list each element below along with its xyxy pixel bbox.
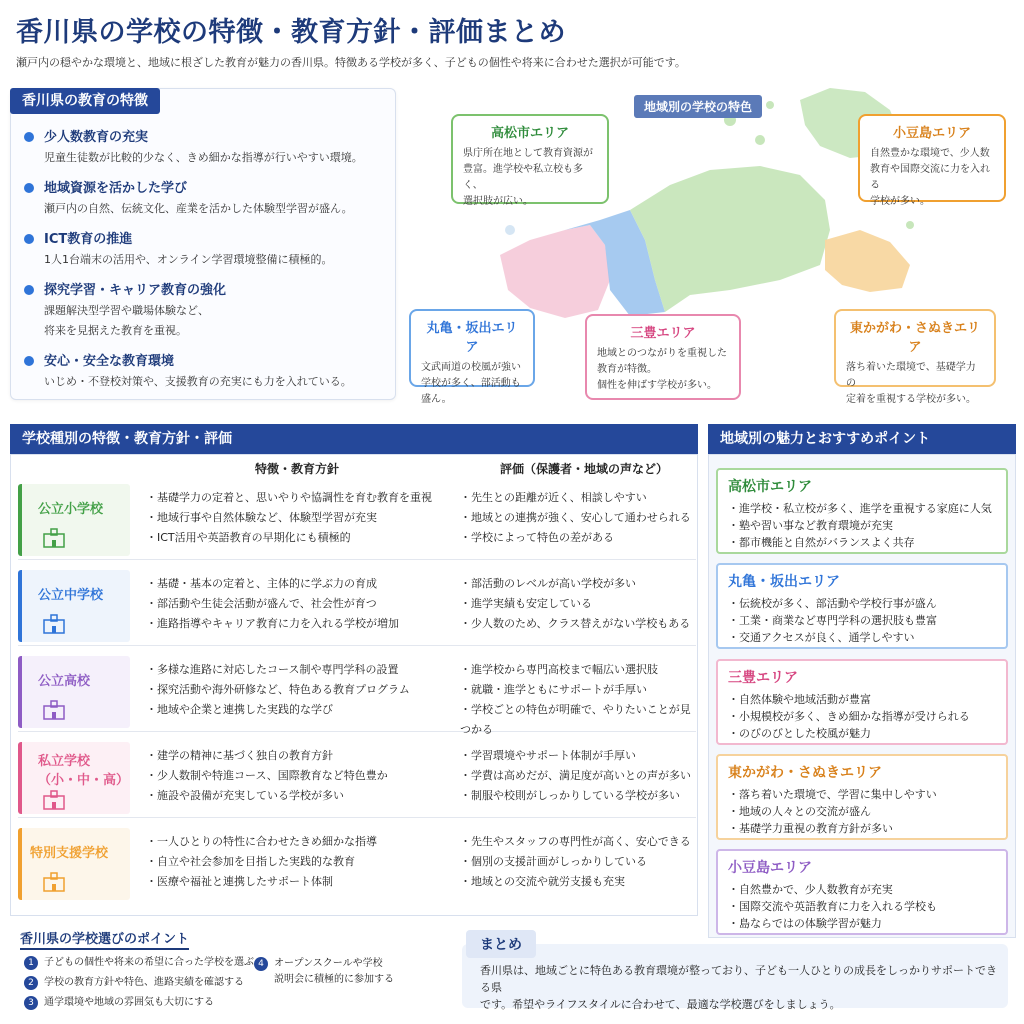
eval-line: ・学費は高めだが、満足度が高いとの声が多い — [460, 769, 691, 782]
area-point: ・自然豊かで、少人数教育が充実 — [728, 883, 893, 896]
callout-line: 学校が多い。 — [870, 196, 930, 207]
callout-takamatsu — [451, 114, 609, 207]
callout-mitoyo — [585, 314, 741, 400]
school-type-name: 公立中学校 — [38, 588, 104, 603]
page-subtitle: 瀬戸内の穏やかな環境と、地域に根ざした教育が魅力の香川県。特徴ある学校が多く、子どもの個性や将来に合わせた選択が可能です。 — [16, 56, 686, 69]
page-title: 香川県の学校の特徴・教育方針・評価まとめ — [16, 17, 566, 48]
point-item — [24, 953, 254, 970]
eval-line: ・地域との連携が強く、安心して通わせられる — [460, 511, 691, 524]
point-number: 4 — [254, 957, 268, 971]
feature-desc: 児童生徒数が比較的少なく、きめ細かな指導が行いやすい環境。 — [44, 151, 363, 164]
feature-item — [22, 352, 388, 392]
area-point: ・進学校・私立校が多く、進学を重視する家庭に人気 — [728, 502, 992, 515]
feature-desc: 課題解決型学習や職場体験など、 — [44, 304, 209, 317]
policy-line: ・地域行事や自然体験など、体験型学習が充実 — [146, 511, 377, 524]
point-item — [24, 993, 214, 1010]
callout-line: 落ち着いた環境で、基礎学力の — [846, 362, 976, 389]
eval-line: ・学習環境やサポート体制が手厚い — [460, 749, 636, 762]
area-point: ・地域の人々との交流が盛ん — [728, 805, 871, 818]
policy-line: ・建学の精神に基づく独自の教育方針 — [146, 749, 333, 762]
point-item — [24, 973, 244, 990]
feature-desc: 将来を見据えた教育を重視。 — [44, 324, 187, 337]
area-point: ・交通アクセスが良く、通学しやすい — [728, 631, 915, 644]
points-heading: 香川県の学校選びのポイント — [20, 928, 189, 950]
callout-marugame — [409, 309, 535, 405]
area-card-marugame — [716, 563, 1008, 649]
point-number: 2 — [24, 976, 38, 990]
area-point: ・伝統校が多く、部活動や学校行事が盛ん — [728, 597, 937, 610]
feature-item — [22, 179, 388, 219]
feature-item — [22, 230, 388, 270]
point-text: 通学環境や地域の雰囲気も大切にする — [44, 997, 214, 1008]
feature-desc: 1人1台端末の活用や、オンライン学習環境整備に積極的。 — [44, 253, 333, 266]
table-row — [18, 740, 696, 818]
area-card-shodoshima — [716, 849, 1008, 935]
feature-desc: いじめ・不登校対策や、支援教育の充実にも力を入れている。 — [44, 375, 352, 388]
callout-line: 県庁所在地として教育資源が — [463, 148, 593, 159]
point-text: 子どもの個性や将来の希望に合った学校を選ぶ — [44, 957, 254, 968]
bullet-icon — [24, 356, 34, 366]
school-building-icon — [42, 614, 66, 634]
table-row — [18, 654, 696, 736]
eval-cell — [460, 832, 696, 892]
policy-line: ・少人数制や特進コース、国際教育など特色豊か — [146, 769, 388, 782]
school-type-tag — [18, 656, 130, 728]
policy-line: ・進路指導やキャリア教育に力を入れる学校が増加 — [146, 617, 399, 630]
summary-line: 香川県は、地域ごとに特色ある教育環境が整っており、子ども一人ひとりの成長をしっかりサポートできる県 — [480, 964, 997, 994]
callout-line: 文武両道の校風が強い — [421, 362, 521, 373]
area-point: ・基礎学力重視の教育方針が多い — [728, 822, 893, 835]
col-header-policy: 特徴・教育方針 — [255, 462, 340, 476]
area-point: ・塾や習い事など教育環境が充実 — [728, 519, 893, 532]
school-type-tag — [18, 570, 130, 642]
eval-line: ・部活動のレベルが高い学校が多い — [460, 577, 636, 590]
policy-cell — [146, 660, 456, 720]
point-text: オープンスクールや学校 — [274, 958, 383, 969]
area-point: ・工業・商業など専門学科の選択肢も豊富 — [728, 614, 937, 627]
map-island — [755, 135, 765, 145]
feature-title: 地域資源を活かした学び — [44, 181, 188, 196]
callout-shodoshima — [858, 114, 1006, 207]
feature-item — [22, 128, 388, 168]
eval-line: ・先生との距離が近く、相談しやすい — [460, 491, 647, 504]
feature-title: 安心・安全な教育環境 — [44, 354, 175, 369]
callout-line: 個性を伸ばす学校が多い。 — [597, 380, 717, 391]
area-point: ・落ち着いた環境で、学習に集中しやすい — [728, 788, 937, 801]
eval-cell — [460, 488, 696, 548]
area-point: ・国際交流や英語教育に力を入れる学校も — [728, 900, 937, 913]
eval-line: ・制服や校則がしっかりしている学校が多い — [460, 789, 680, 802]
col-header-eval: 評価（保護者・地域の声など） — [500, 462, 669, 476]
feature-desc: 瀬戸内の自然、伝統文化、産業を活かした体験型学習が盛ん。 — [44, 202, 353, 215]
map-region-higashikagawa — [825, 230, 910, 292]
point-text: 学校の教育方針や特色、進路実績を確認する — [44, 977, 244, 988]
callout-line: 定着を重視する学校が多い。 — [846, 394, 976, 405]
summary-line: です。希望やライフスタイルに合わせて、最適な学校選びをしましょう。 — [480, 998, 841, 1011]
policy-line: ・自立や社会参加を目指した実践的な教育 — [146, 855, 355, 868]
school-building-icon — [42, 700, 66, 720]
callout-higashikagawa — [834, 309, 996, 405]
eval-line: ・地域との交流や就労支援も充実 — [460, 875, 625, 888]
feature-title: 少人数教育の充実 — [44, 130, 149, 145]
callout-line: 地域とのつながりを重視した — [597, 348, 727, 359]
point-number: 1 — [24, 956, 38, 970]
policy-line: ・医療や福祉と連携したサポート体制 — [146, 875, 333, 888]
area-card-takamatsu — [716, 468, 1008, 554]
eval-line: ・就職・進学ともにサポートが手厚い — [460, 683, 647, 696]
school-building-icon — [42, 872, 66, 892]
areas-heading: 地域別の魅力とおすすめポイント — [708, 424, 1016, 454]
callout-title: 小豆島エリア — [892, 126, 971, 141]
area-title: 高松市エリア — [728, 479, 812, 495]
policy-line: ・施設や設備が充実している学校が多い — [146, 789, 344, 802]
policy-line: ・地域や企業と連携した実践的な学び — [146, 703, 333, 716]
point-item — [254, 956, 394, 988]
bullet-icon — [24, 183, 34, 193]
eval-line: ・学校によって特色の差がある — [460, 531, 614, 544]
bullet-icon — [24, 132, 34, 142]
school-type-tag — [18, 742, 130, 814]
area-point: ・都市機能と自然がバランスよく共存 — [728, 536, 915, 549]
table-row — [18, 826, 696, 904]
policy-line: ・基礎・基本の定着と、主体的に学ぶ力の育成 — [146, 577, 377, 590]
school-type-name: 特別支援学校 — [30, 846, 109, 861]
point-text: 説明会に積極的に参加する — [274, 974, 394, 985]
features-heading: 香川県の教育の特徴 — [10, 88, 160, 114]
callout-line: 豊富。進学校や私立校も多く、 — [463, 164, 583, 191]
area-card-mitoyo — [716, 659, 1008, 745]
map-island — [505, 225, 515, 235]
area-title: 三豊エリア — [728, 670, 798, 686]
feature-title: 探究学習・キャリア教育の強化 — [44, 283, 227, 298]
map-island — [906, 221, 914, 229]
policy-cell — [146, 746, 456, 806]
policy-line: ・部活動や生徒会活動が盛んで、社会性が育つ — [146, 597, 377, 610]
policy-line: ・一人ひとりの特性に合わせたきめ細かな指導 — [146, 835, 377, 848]
callout-line: 学校が多く、部活動も盛ん。 — [421, 378, 521, 405]
school-type-name: 公立高校 — [38, 674, 91, 689]
bullet-icon — [24, 285, 34, 295]
eval-cell — [460, 746, 696, 806]
area-point: ・小規模校が多く、きめ細かな指導が受けられる — [728, 710, 970, 723]
callout-title: 丸亀・坂出エリア — [426, 321, 518, 355]
bullet-icon — [24, 234, 34, 244]
summary-text — [480, 962, 1000, 1013]
policy-cell — [146, 488, 456, 548]
callout-line: 選択肢が広い。 — [463, 196, 533, 207]
area-point: ・のびのびとした校風が魅力 — [728, 727, 871, 740]
table-row — [18, 568, 696, 646]
eval-line: ・学校ごとの特色が明確で、やりたいことが見つかる — [460, 703, 691, 736]
area-card-higashikagawa — [716, 754, 1008, 840]
school-building-icon — [42, 528, 66, 548]
eval-line: ・進学校から専門高校まで幅広い選択肢 — [460, 663, 658, 676]
area-title: 丸亀・坂出エリア — [728, 574, 840, 590]
area-title: 小豆島エリア — [728, 860, 812, 876]
table-row — [18, 482, 696, 560]
policy-line: ・探究活動や海外研修など、特色ある教育プログラム — [146, 683, 410, 696]
callout-line: 教育が特徴。 — [597, 364, 657, 375]
area-title: 東かがわ・さぬきエリア — [728, 765, 882, 781]
callout-title: 高松市エリア — [490, 126, 569, 141]
school-building-icon — [42, 790, 66, 810]
summary-heading: まとめ — [466, 930, 536, 958]
eval-cell — [460, 574, 696, 634]
eval-line: ・少人数のため、クラス替えがない学校もある — [460, 617, 691, 630]
feature-title: ICT教育の推進 — [44, 232, 133, 247]
callout-title: 東かがわ・さぬきエリア — [849, 321, 980, 355]
area-point: ・自然体験や地域活動が豊富 — [728, 693, 871, 706]
map-region-mitoyo — [500, 225, 610, 318]
map-label: 地域別の学校の特色 — [634, 95, 762, 118]
policy-cell — [146, 574, 456, 634]
school-type-name: 公立小学校 — [38, 502, 104, 517]
map-island — [766, 101, 774, 109]
school-type-name-line: 私立学校 — [38, 754, 91, 769]
callout-line: 自然豊かな環境で、少人数 — [870, 148, 990, 159]
policy-line: ・基礎学力の定着と、思いやりや協調性を育む教育を重視 — [146, 491, 432, 504]
schools-heading: 学校種別の特徴・教育方針・評価 — [10, 424, 698, 454]
policy-cell — [146, 832, 456, 892]
features-list — [22, 128, 388, 403]
eval-cell — [460, 660, 696, 740]
school-type-name-line: （小・中・高） — [38, 773, 130, 788]
eval-line: ・進学実績も安定している — [460, 597, 592, 610]
eval-line: ・先生やスタッフの専門性が高く、安心できる — [460, 835, 691, 848]
callout-line: 教育や国際交流に力を入れる — [870, 164, 990, 191]
eval-line: ・個別の支援計画がしっかりしている — [460, 855, 647, 868]
school-type-tag — [18, 828, 130, 900]
policy-line: ・ICT活用や英語教育の早期化にも積極的 — [146, 531, 351, 544]
school-type-name — [38, 750, 129, 788]
map-region-takamatsu — [630, 166, 830, 312]
area-point: ・島ならではの体験学習が魅力 — [728, 917, 882, 930]
policy-line: ・多様な進路に対応したコース制や専門学科の設置 — [146, 663, 399, 676]
point-number: 3 — [24, 996, 38, 1010]
callout-title: 三豊エリア — [630, 326, 696, 341]
feature-item — [22, 281, 388, 341]
school-type-tag — [18, 484, 130, 556]
